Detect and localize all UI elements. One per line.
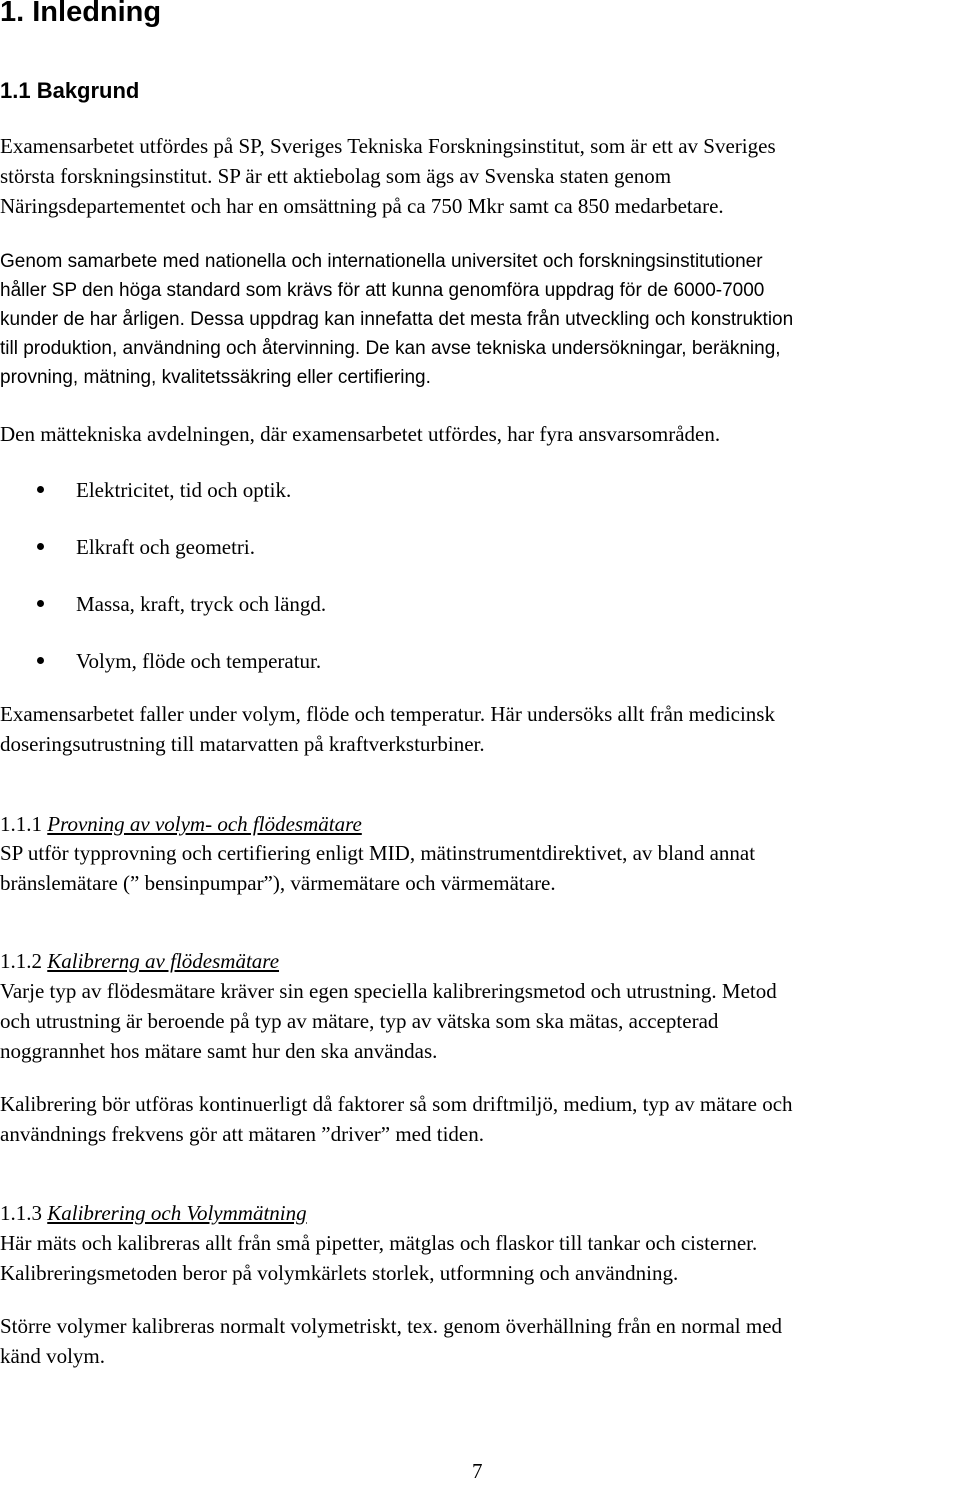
subsection-number: 1.1.3 — [0, 1201, 42, 1225]
section-heading: 1.1 Bakgrund — [0, 78, 140, 103]
subsection-heading-111 — [0, 809, 362, 839]
subsection-heading-112 — [0, 946, 279, 976]
subsection-number: 1.1.1 — [0, 812, 42, 836]
text-line: Större volymer kalibreras normalt volymetriskt, tex. genom överhällning från en normal med — [0, 1314, 783, 1338]
text-line: största forskningsinstitut. SP är ett aktiebolag som ägs av Svenska staten genom — [0, 164, 672, 188]
chapter-heading: 1. Inledning — [0, 0, 162, 28]
intro-paragraph — [0, 131, 776, 221]
text-line: Kalibrering bör utföras kontinuerligt då faktorer så som driftmiljö, medium, typ av mätare och — [0, 1092, 793, 1116]
text-line: doseringsutrustning till matarvatten på kraftverksturbiner. — [0, 732, 485, 756]
list-item: Massa, kraft, tryck och längd. — [76, 592, 327, 616]
subsection-body-112b — [0, 1089, 793, 1149]
bullet-icon — [37, 600, 44, 607]
text-line: Här mäts och kalibreras allt från små pipetter, mätglas och flaskor till tankar och cisterner. — [0, 1231, 758, 1255]
text-line: Genom samarbete med nationella och internationella universitet och forskningsinstitutioner — [0, 251, 763, 272]
text-line: Examensarbetet faller under volym, flöde och temperatur. Här undersöks allt från medicinsk — [0, 702, 775, 726]
text-line: känd volym. — [0, 1344, 105, 1368]
bullet-icon — [37, 657, 44, 664]
subsection-body-113 — [0, 1228, 757, 1288]
text-line: bränslemätare (” bensinpumpar”), värmemätare och värmemätare. — [0, 871, 556, 895]
text-line: håller SP den höga standard som krävs för att kunna genomföra uppdrag för de 6000-7000 — [0, 280, 765, 301]
text-line: till produktion, användning och återvinning. De kan avse tekniska undersökningar, beräkning, — [0, 338, 781, 359]
subsection-heading-113 — [0, 1198, 307, 1228]
subsection-body-111 — [0, 838, 755, 898]
text-line: provning, mätning, kvalitetssäkring eller certifiering. — [0, 367, 431, 388]
subsection-body-112 — [0, 976, 777, 1066]
text-line: Näringsdepartementet och har en omsättning på ca 750 Mkr samt ca 850 medarbetare. — [0, 194, 724, 218]
subsection-body-113b — [0, 1311, 782, 1371]
sp-paragraph — [0, 247, 793, 392]
list-item: Elkraft och geometri. — [76, 535, 256, 559]
text-line: SP utför typprovning och certifiering enligt MID, mätinstrumentdirektivet, av bland annat — [0, 841, 756, 865]
text-line: noggrannhet hos mätare samt hur den ska användas. — [0, 1039, 438, 1063]
list-item: Elektricitet, tid och optik. — [76, 478, 292, 502]
text-line: användnings frekvens gör att mätaren ”driver” med tiden. — [0, 1122, 484, 1146]
subsection-title: Provning av volym- och flödesmätare — [47, 812, 362, 836]
subsection-number: 1.1.2 — [0, 949, 42, 973]
bullet-icon — [37, 486, 44, 493]
subsection-title: Kalibrerng av flödesmätare — [47, 949, 280, 973]
text-line: kunder de har årligen. Dessa uppdrag kan innefatta det mesta från utveckling och konstruktion — [0, 309, 794, 330]
text-line: Examensarbetet utfördes på SP, Sveriges Tekniska Forskningsinstitut, som är ett av Sveriges — [0, 134, 776, 158]
text-line: Kalibreringsmetoden beror på volymkärlets storlek, utformning och användning. — [0, 1261, 679, 1285]
page-number: 7 — [472, 1459, 483, 1483]
bullet-icon — [37, 543, 44, 550]
department-intro: Den mättekniska avdelningen, där examensarbetet utfördes, har fyra ansvarsområden. — [0, 422, 721, 446]
text-line: och utrustning är beroende på typ av mätare, typ av vätska som ska mätas, accepterad — [0, 1009, 719, 1033]
subsection-title: Kalibrering och Volymmätning — [47, 1201, 307, 1225]
text-line: Varje typ av flödesmätare kräver sin egen speciella kalibreringsmetod och utrustning. Metod — [0, 979, 777, 1003]
list-item: Volym, flöde och temperatur. — [76, 649, 322, 673]
scope-paragraph — [0, 699, 775, 759]
